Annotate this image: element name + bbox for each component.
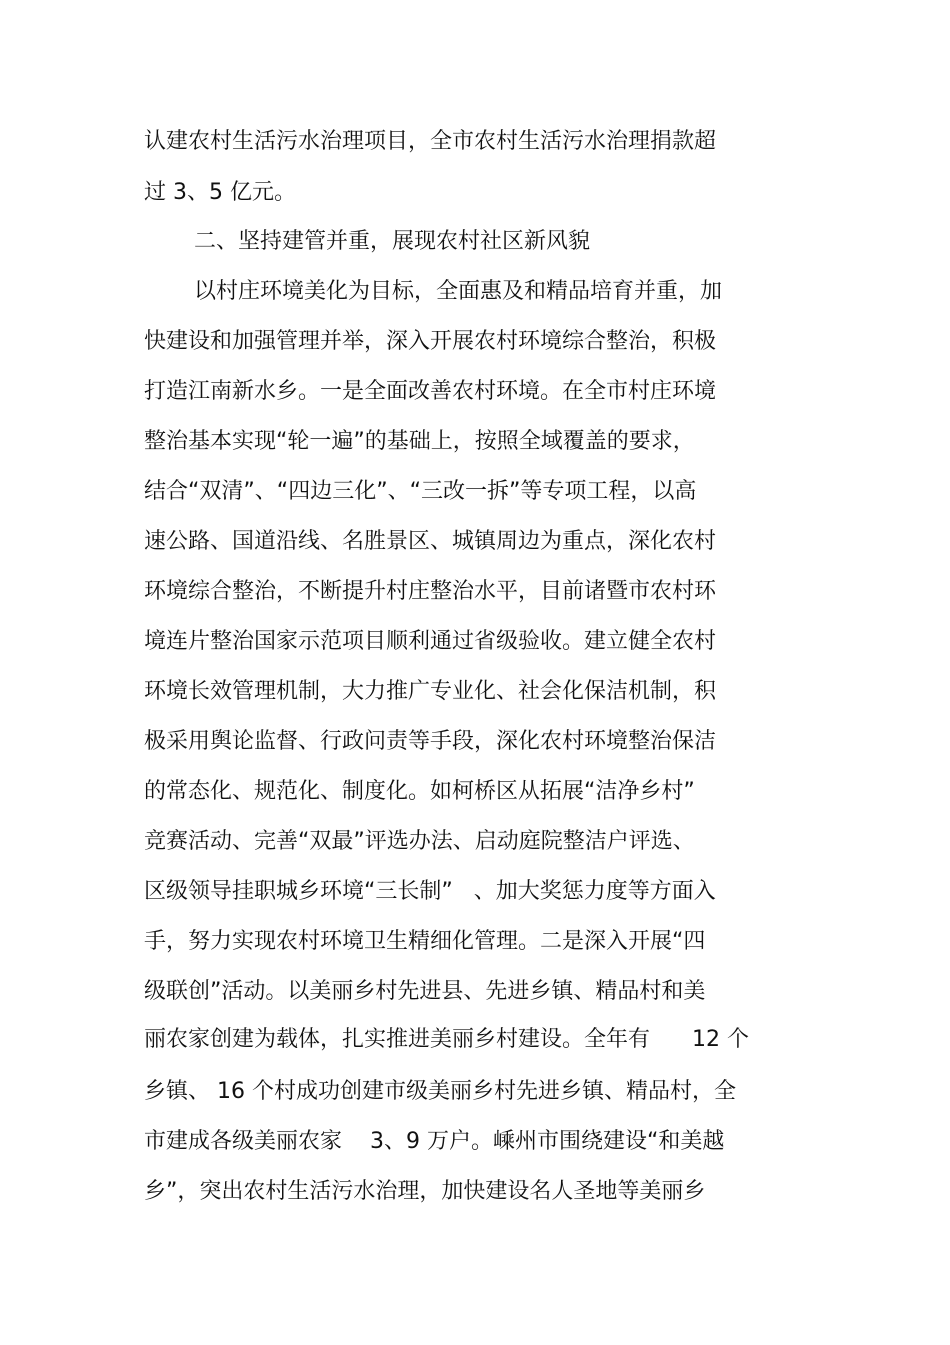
text-line: 乡镇、 16 个村成功创建市级美丽乡村先进乡镇、精品村，全 xyxy=(144,1079,736,1104)
text-line: 过 3、5 亿元。 xyxy=(144,180,296,205)
text-line: 整治基本实现“轮一遍”的基础上，按照全域覆盖的要求， xyxy=(144,429,695,454)
text-line: 认建农村生活污水治理项目，全市农村生活污水治理捐款超 xyxy=(144,129,717,154)
text-line: 市建成各级美丽农家 3、9 万户。嵊州市围绕建设“和美越 xyxy=(144,1129,725,1154)
text-line: 结合“双清”、“四边三化”、“三改一拆”等专项工程，以高 xyxy=(144,479,697,504)
text-line: 级联创”活动。以美丽乡村先进县、先进乡镇、精品村和美 xyxy=(144,979,706,1004)
text-line: 以村庄环境美化为目标，全面惠及和精品培育并重，加 xyxy=(194,279,723,304)
text-line: 速公路、国道沿线、名胜景区、城镇周边为重点，深化农村 xyxy=(144,529,717,554)
text-line: 打造江南新水乡。一是全面改善农村环境。在全市村庄环境 xyxy=(144,379,717,404)
text-line: 快建设和加强管理并举，深入开展农村环境综合整治，积极 xyxy=(144,329,717,354)
text-line: 境连片整治国家示范项目顺利通过省级验收。建立健全农村 xyxy=(144,629,717,654)
text-line: 的常态化、规范化、制度化。如柯桥区从拓展“洁净乡村” xyxy=(144,779,695,804)
section-heading: 二、坚持建管并重，展现农村社区新风貌 xyxy=(194,229,591,254)
text-line: 丽农家创建为载体，扎实推进美丽乡村建设。全年有 12 个 xyxy=(144,1027,749,1052)
text-line: 区级领导挂职城乡环境“三长制” 、加大奖惩力度等方面入 xyxy=(144,879,716,904)
text-line: 乡”，突出农村生活污水治理，加快建设名人圣地等美丽乡 xyxy=(144,1179,706,1204)
text-line: 环境综合整治，不断提升村庄整治水平，目前诸暨市农村环 xyxy=(144,579,717,604)
text-line: 环境长效管理机制，大力推广专业化、社会化保洁机制，积 xyxy=(144,679,717,704)
text-line: 极采用舆论监督、行政问责等手段，深化农村环境整治保洁 xyxy=(144,729,717,754)
text-line: 手，努力实现农村环境卫生精细化管理。二是深入开展“四 xyxy=(144,929,706,954)
text-line: 竞赛活动、完善“双最”评选办法、启动庭院整洁户评选、 xyxy=(144,829,695,854)
